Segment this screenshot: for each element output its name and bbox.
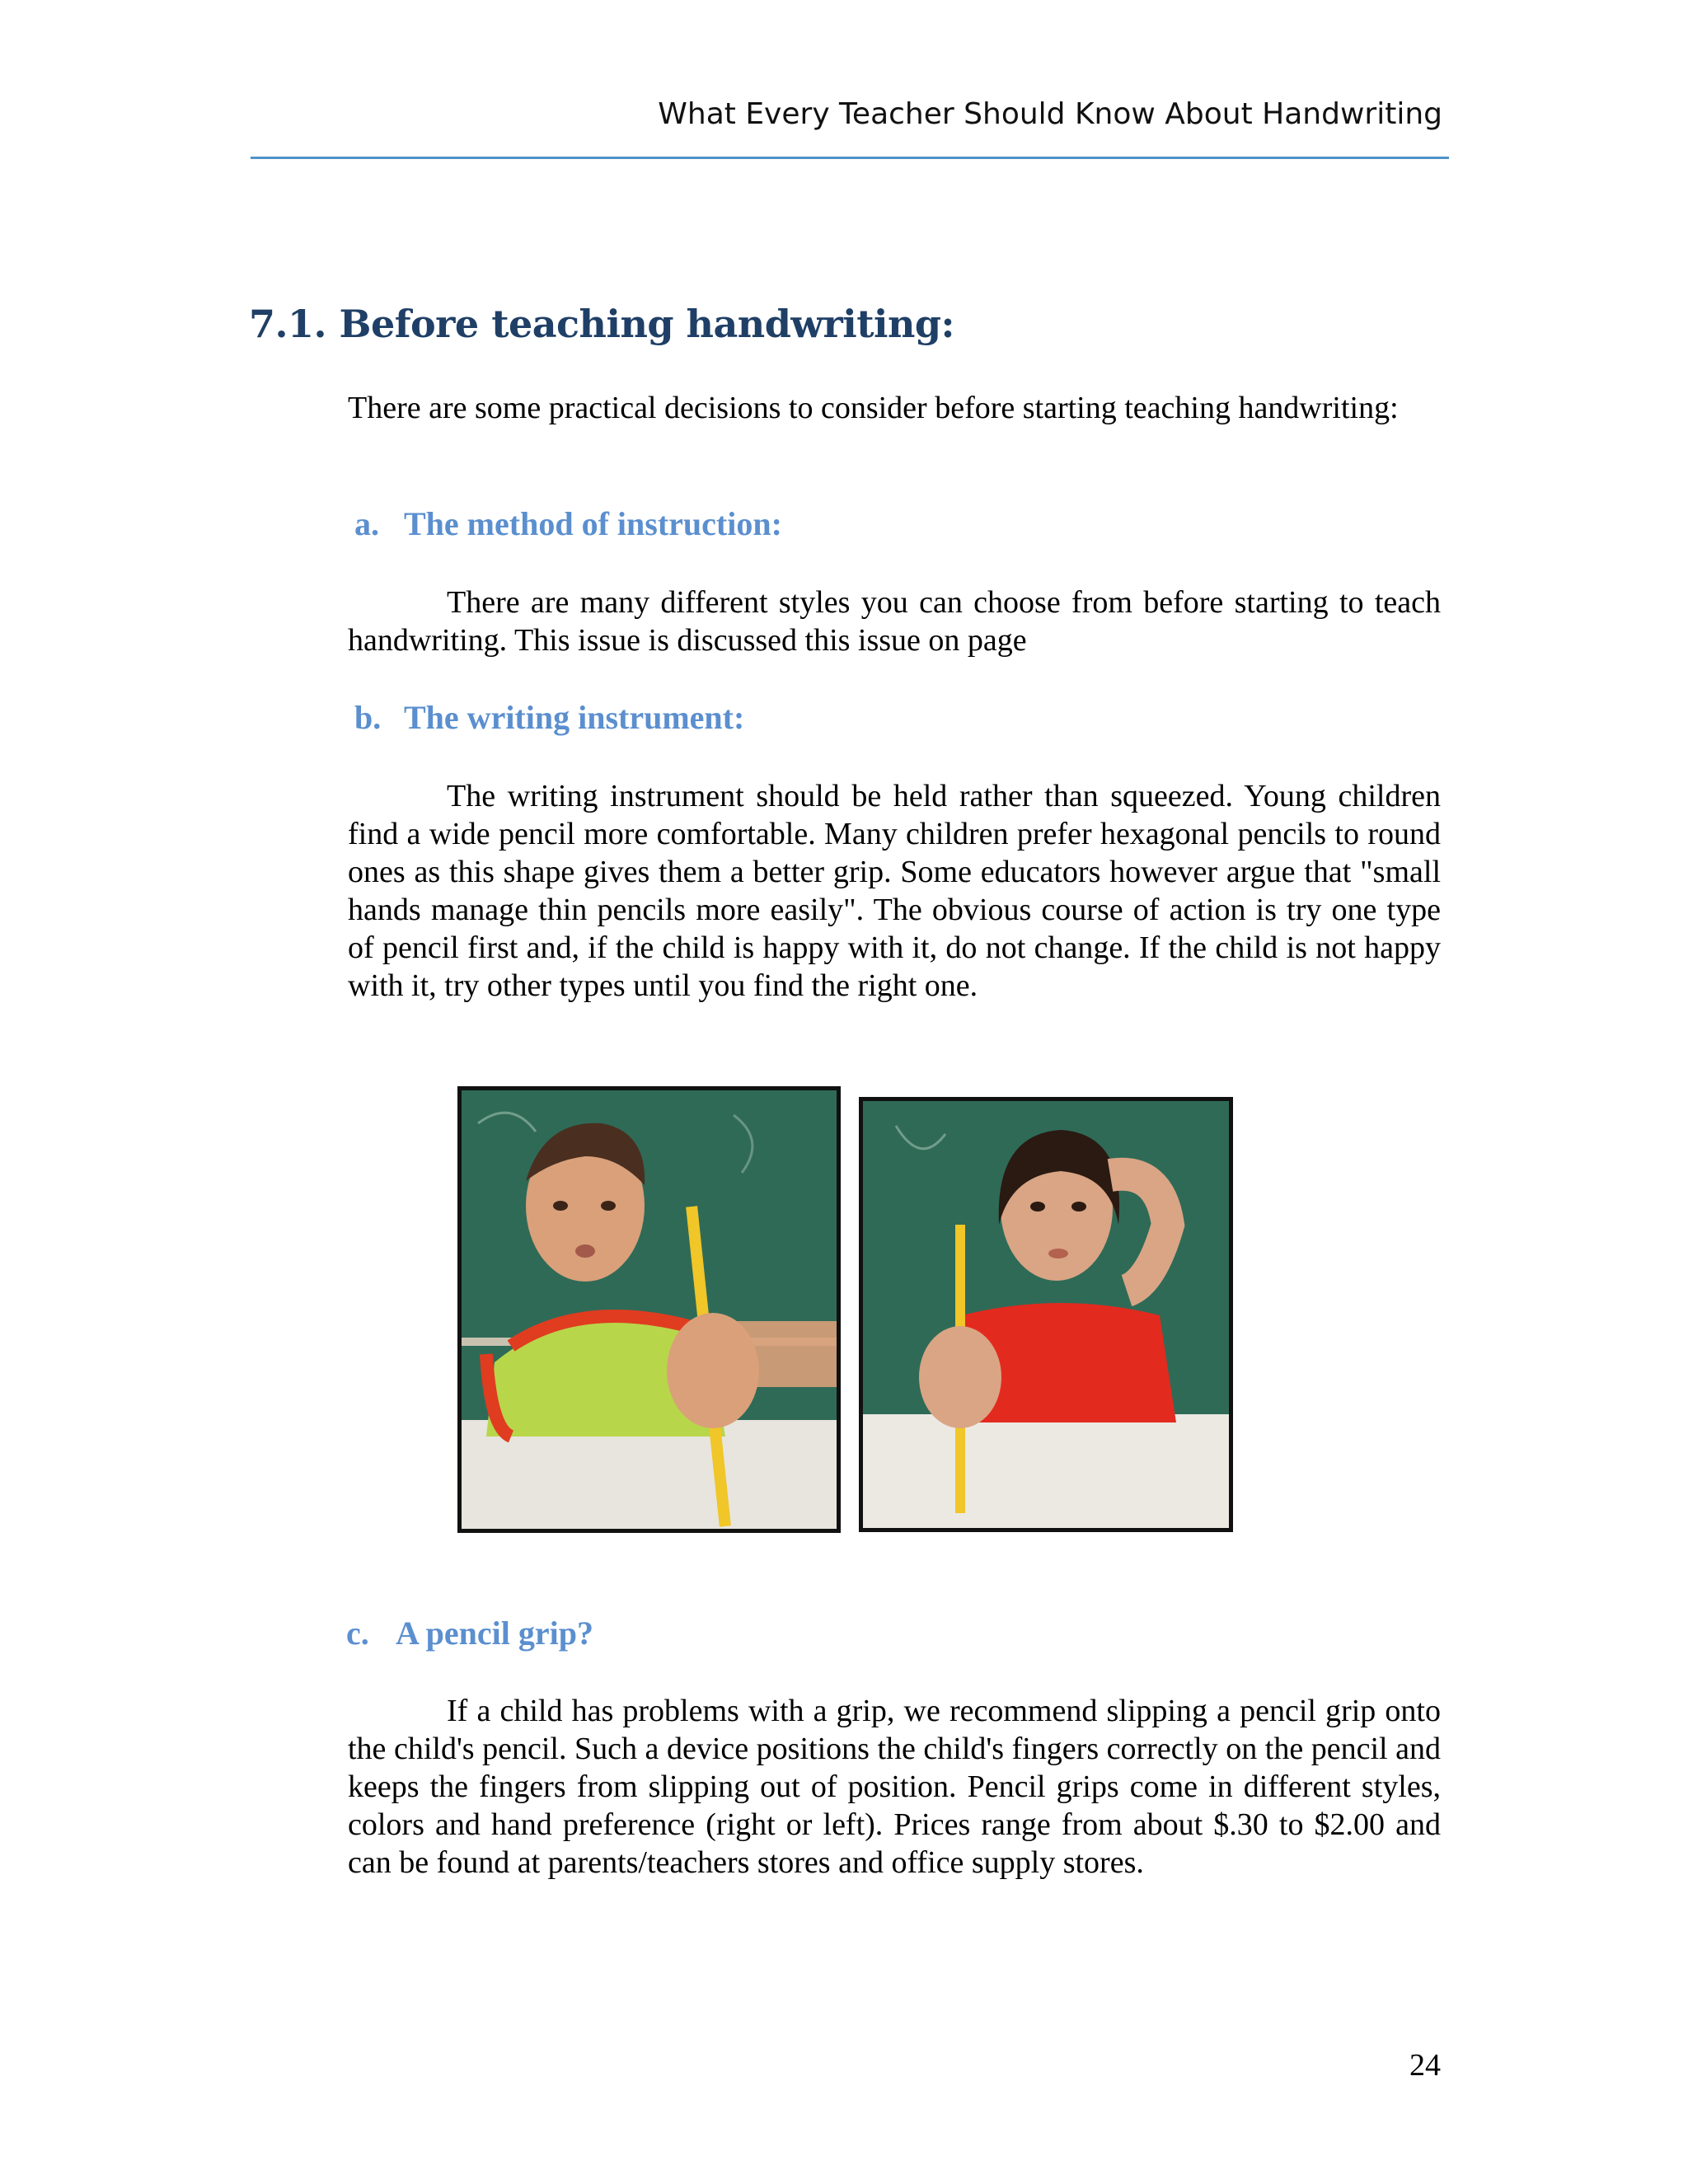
intro-paragraph: There are some practical decisions to consider before starting teaching handwriting: — [348, 391, 1399, 425]
subheading-instrument — [354, 698, 744, 737]
photo-boy-holding-pencil — [457, 1086, 841, 1533]
paragraph-method: There are many different styles you can choose from before starting to teach handwriting. This issue is discussed this issue on page — [348, 585, 1441, 658]
running-header: What Every Teacher Should Know About Handwriting — [658, 97, 1442, 131]
list-marker: c. — [346, 1615, 369, 1652]
subheading-text: The writing instrument: — [404, 699, 745, 736]
paragraph-pencil-grip: If a child has problems with a grip, we recommend slipping a pencil grip onto the child's pencil. Such a device positions the child's fingers correctly on the pencil and keeps the fingers from slipping out of position. Pencil grips come in different styles, colors and hand preference (right or left). Prices range from about $.30 to $2.00 and can be found at parents/teachers stores and office supply stores. — [348, 1694, 1441, 1880]
header-rule — [251, 157, 1449, 159]
list-marker: b. — [354, 699, 382, 736]
photo-girl-holding-pencil — [859, 1097, 1233, 1532]
list-marker: a. — [354, 505, 379, 542]
section-title: 7.1. Before teaching handwriting: — [249, 302, 955, 346]
subheading-text: A pencil grip? — [396, 1615, 594, 1652]
paragraph-instrument: The writing instrument should be held rather than squeezed. Young children find a wide pencil more comfortable. Many children prefer hexagonal pencils to round ones as this shape gives them a better grip. Some educators however argue that "small hands manage thin pencils more easily". The obvious course of action is try one type of pencil first and, if the child is happy with it, do not change. If the child is not happy with it, try other types until you find the right one. — [348, 779, 1441, 1003]
subheading-pencil-grip — [346, 1614, 593, 1652]
subheading-text: The method of instruction: — [404, 505, 782, 542]
page-number: 24 — [1409, 2048, 1441, 2083]
subheading-method — [354, 504, 782, 543]
